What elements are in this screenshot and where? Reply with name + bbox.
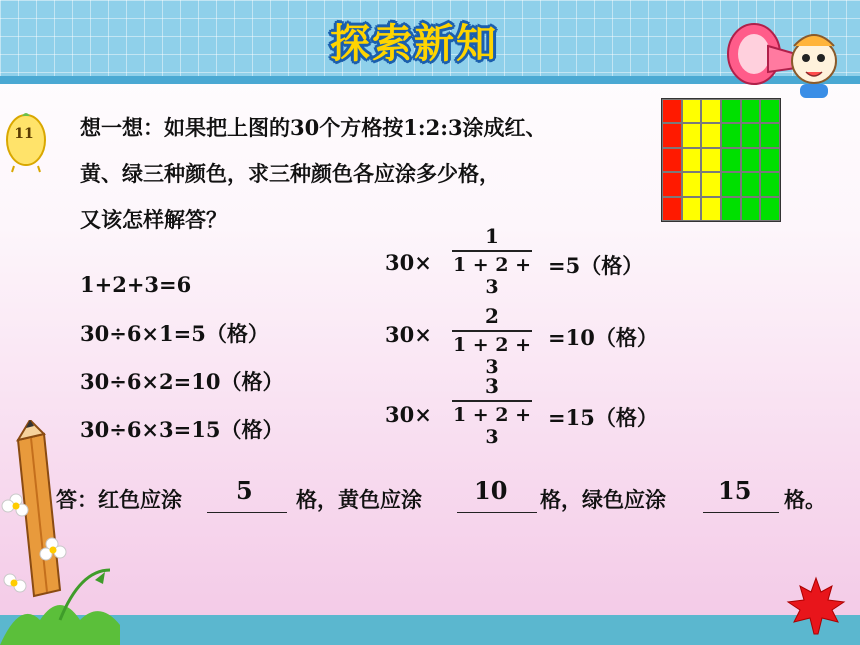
grid-cell-yellow bbox=[701, 123, 721, 147]
grid-cell-green bbox=[760, 172, 780, 196]
grid-cell-yellow bbox=[682, 197, 702, 221]
color-grid bbox=[661, 98, 781, 222]
question-number: 11 bbox=[14, 126, 34, 142]
grid-cell-yellow bbox=[701, 172, 721, 196]
method2-result-2: =10（格） bbox=[548, 325, 658, 350]
method2-result-3: =15（格） bbox=[548, 405, 658, 430]
grid-cell-green bbox=[760, 148, 780, 172]
maple-leaf-icon bbox=[786, 576, 846, 636]
grid-cell-yellow bbox=[701, 99, 721, 123]
answer-prefix: 答：红色应涂 bbox=[56, 487, 182, 512]
answer-blank-green bbox=[703, 512, 779, 514]
grid-cell-yellow bbox=[682, 123, 702, 147]
grid-cell-green bbox=[721, 148, 741, 172]
grid-cell-yellow bbox=[701, 197, 721, 221]
answer-mid-2: 格，绿色应涂 bbox=[540, 487, 666, 512]
grid-cell-green bbox=[721, 172, 741, 196]
question-line-3: 又该怎样解答？ bbox=[80, 207, 227, 232]
grid-cell-yellow bbox=[682, 172, 702, 196]
fraction-3-denominator: 1 + 2 + 3 bbox=[452, 404, 532, 448]
fraction-1-denominator: 1 + 2 + 3 bbox=[452, 254, 532, 298]
grid-cell-yellow bbox=[701, 148, 721, 172]
grid-cell-green bbox=[760, 99, 780, 123]
fraction-2-bar bbox=[452, 330, 532, 332]
megaphone-mascot-icon bbox=[716, 6, 846, 106]
grid-cell-yellow bbox=[682, 99, 702, 123]
method1-step-4: 30÷6×3=15（格） bbox=[80, 417, 284, 442]
grid-cell-green bbox=[741, 99, 761, 123]
grid-cell-green bbox=[741, 197, 761, 221]
question-line-2: 黄、绿三种颜色，求三种颜色各应涂多少格， bbox=[80, 161, 500, 186]
grid-cell-red bbox=[662, 172, 682, 196]
method1-step-3: 30÷6×2=10（格） bbox=[80, 369, 284, 394]
page-title: 探索新知 bbox=[330, 21, 498, 67]
answer-green-value: 15 bbox=[718, 476, 752, 505]
grid-cell-green bbox=[760, 197, 780, 221]
grid-cell-yellow bbox=[682, 148, 702, 172]
pencil-flowers-icon bbox=[0, 420, 140, 645]
grid-cell-green bbox=[741, 172, 761, 196]
method2-prefix-1: 30× bbox=[385, 250, 432, 275]
grid-cell-green bbox=[741, 123, 761, 147]
grid-cell-green bbox=[721, 99, 741, 123]
grid-cell-red bbox=[662, 197, 682, 221]
answer-blank-red bbox=[207, 512, 287, 514]
fraction-2-numerator: 2 bbox=[485, 304, 499, 328]
answer-yellow-value: 10 bbox=[474, 476, 508, 505]
question-line-1: 想一想：如果把上图的30个方格按1:2:3涂成红、 bbox=[80, 115, 547, 140]
answer-red-value: 5 bbox=[236, 476, 253, 505]
answer-mid-1: 格，黄色应涂 bbox=[296, 487, 422, 512]
fraction-3-numerator: 3 bbox=[485, 374, 499, 398]
fraction-1-numerator: 1 bbox=[485, 224, 499, 248]
method2-result-1: =5（格） bbox=[548, 253, 644, 278]
method2-prefix-3: 30× bbox=[385, 402, 432, 427]
grid-cell-red bbox=[662, 123, 682, 147]
method1-step-1: 1+2+3=6 bbox=[80, 272, 192, 297]
answer-suffix: 格。 bbox=[784, 487, 826, 512]
method1-step-2: 30÷6×1=5（格） bbox=[80, 321, 269, 346]
answer-blank-yellow bbox=[457, 512, 537, 514]
method2-prefix-2: 30× bbox=[385, 322, 432, 347]
fraction-2-denominator: 1 + 2 + 3 bbox=[452, 334, 532, 378]
grid-cell-green bbox=[741, 148, 761, 172]
grid-cell-green bbox=[760, 123, 780, 147]
grid-cell-green bbox=[721, 197, 741, 221]
grid-cell-green bbox=[721, 123, 741, 147]
grid-cell-red bbox=[662, 148, 682, 172]
grid-cell-red bbox=[662, 99, 682, 123]
fraction-3-bar bbox=[452, 400, 532, 402]
fraction-1-bar bbox=[452, 250, 532, 252]
